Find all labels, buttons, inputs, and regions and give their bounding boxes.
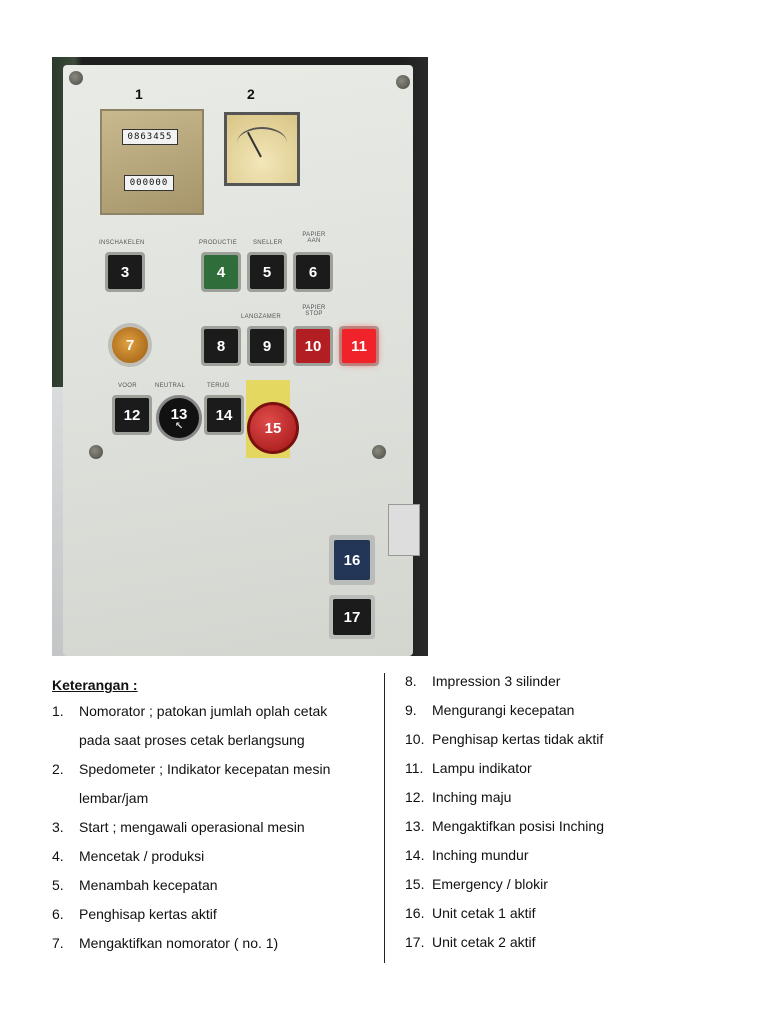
- label-inschakelen: INSCHAKELEN: [99, 240, 145, 246]
- list-item: lembar/jam: [79, 790, 149, 806]
- inching-forward-button[interactable]: [112, 395, 152, 435]
- screw-icon: [372, 445, 386, 459]
- label-terug: TERUG: [207, 383, 230, 389]
- button-7-label: 7: [125, 336, 135, 354]
- button-3-face: 3: [108, 255, 142, 289]
- label-1: 1: [135, 86, 143, 102]
- legend-heading: Keterangan :: [52, 677, 138, 693]
- button-5-face: 5: [250, 255, 284, 289]
- label-papier-stop: PAPIER STOP: [302, 305, 326, 317]
- list-item: 12. Inching maju: [405, 789, 512, 805]
- list-item: 7. Mengaktifkan nomorator ( no. 1): [52, 935, 279, 951]
- speedometer-gauge: [224, 112, 300, 186]
- button-13-label: 13: [170, 405, 188, 423]
- indicator-lamp: [339, 326, 379, 366]
- screw-icon: [69, 71, 83, 85]
- label-sneller: SNELLER: [253, 240, 283, 246]
- list-item: 4. Mencetak / produksi: [52, 848, 205, 864]
- nomorator-counter: [100, 109, 204, 215]
- counter-top-digits: 0863455: [122, 129, 178, 145]
- list-item: 16. Unit cetak 1 aktif: [405, 905, 536, 921]
- label-langzamer: LANGZAMER: [241, 314, 282, 320]
- faster-button[interactable]: [247, 252, 287, 292]
- label-2: 2: [247, 86, 255, 102]
- button-12-face: 12: [115, 398, 149, 432]
- list-item: 3. Start ; mengawali operasional mesin: [52, 819, 305, 835]
- list-item: 6. Penghisap kertas aktif: [52, 906, 217, 922]
- list-item: 8. Impression 3 silinder: [405, 673, 561, 689]
- selector-arrow-icon: ↖: [174, 420, 184, 432]
- button-14-face: 14: [207, 398, 241, 432]
- counter-bottom-digits: 000000: [124, 175, 174, 191]
- slower-button[interactable]: [247, 326, 287, 366]
- button-4-face: 4: [204, 255, 238, 289]
- button-8-face: 8: [204, 329, 238, 363]
- list-item: 14. Inching mundur: [405, 847, 529, 863]
- production-button[interactable]: [201, 252, 241, 292]
- unit-2-button[interactable]: [329, 595, 375, 639]
- button-17-face: 17: [333, 599, 371, 635]
- legend-left-column: [52, 673, 372, 958]
- list-item: pada saat proses cetak berlangsung: [79, 732, 305, 748]
- start-button[interactable]: [105, 252, 145, 292]
- impression-button[interactable]: [201, 326, 241, 366]
- inching-backward-button[interactable]: [204, 395, 244, 435]
- screw-icon: [89, 445, 103, 459]
- button-11-face: 11: [342, 329, 376, 363]
- list-item: 15. Emergency / blokir: [405, 876, 548, 892]
- button-10-face: 10: [296, 329, 330, 363]
- list-item: 13. Mengaktifkan posisi Inching: [405, 818, 604, 834]
- list-item: 17. Unit cetak 2 aktif: [405, 934, 536, 950]
- control-panel-photo: [52, 57, 428, 656]
- list-item: 5. Menambah kecepatan: [52, 877, 218, 893]
- list-item: 9. Mengurangi kecepatan: [405, 702, 575, 718]
- paper-stop-button[interactable]: [293, 326, 333, 366]
- button-9-face: 9: [250, 329, 284, 363]
- label-papier-aan: PAPIER AAN: [302, 232, 326, 244]
- inching-mode-selector[interactable]: [156, 395, 202, 441]
- info-plate: [388, 504, 420, 556]
- list-item: 1. Nomorator ; patokan jumlah oplah cetak: [52, 703, 328, 719]
- button-15-label: 15: [264, 419, 282, 437]
- list-item: 10. Penghisap kertas tidak aktif: [405, 731, 604, 747]
- label-productie: PRODUCTIE: [199, 240, 238, 246]
- list-item: 11. Lampu indikator: [405, 760, 532, 776]
- list-item: 2. Spedometer ; Indikator kecepatan mesin: [52, 761, 331, 777]
- column-divider: [384, 673, 385, 963]
- label-voor: VOOR: [118, 383, 137, 389]
- control-panel: [63, 65, 413, 656]
- gauge-face: [227, 115, 297, 183]
- paper-on-button[interactable]: [293, 252, 333, 292]
- emergency-stop-button[interactable]: [247, 402, 299, 454]
- button-6-face: 6: [296, 255, 330, 289]
- button-16-face: 16: [334, 540, 370, 580]
- nomorator-button[interactable]: [108, 323, 152, 367]
- legend-right-column: [405, 673, 735, 957]
- label-neutral: NEUTRAL: [155, 383, 186, 389]
- unit-1-button[interactable]: [329, 535, 375, 585]
- gauge-scale: [237, 127, 287, 159]
- screw-icon: [396, 75, 410, 89]
